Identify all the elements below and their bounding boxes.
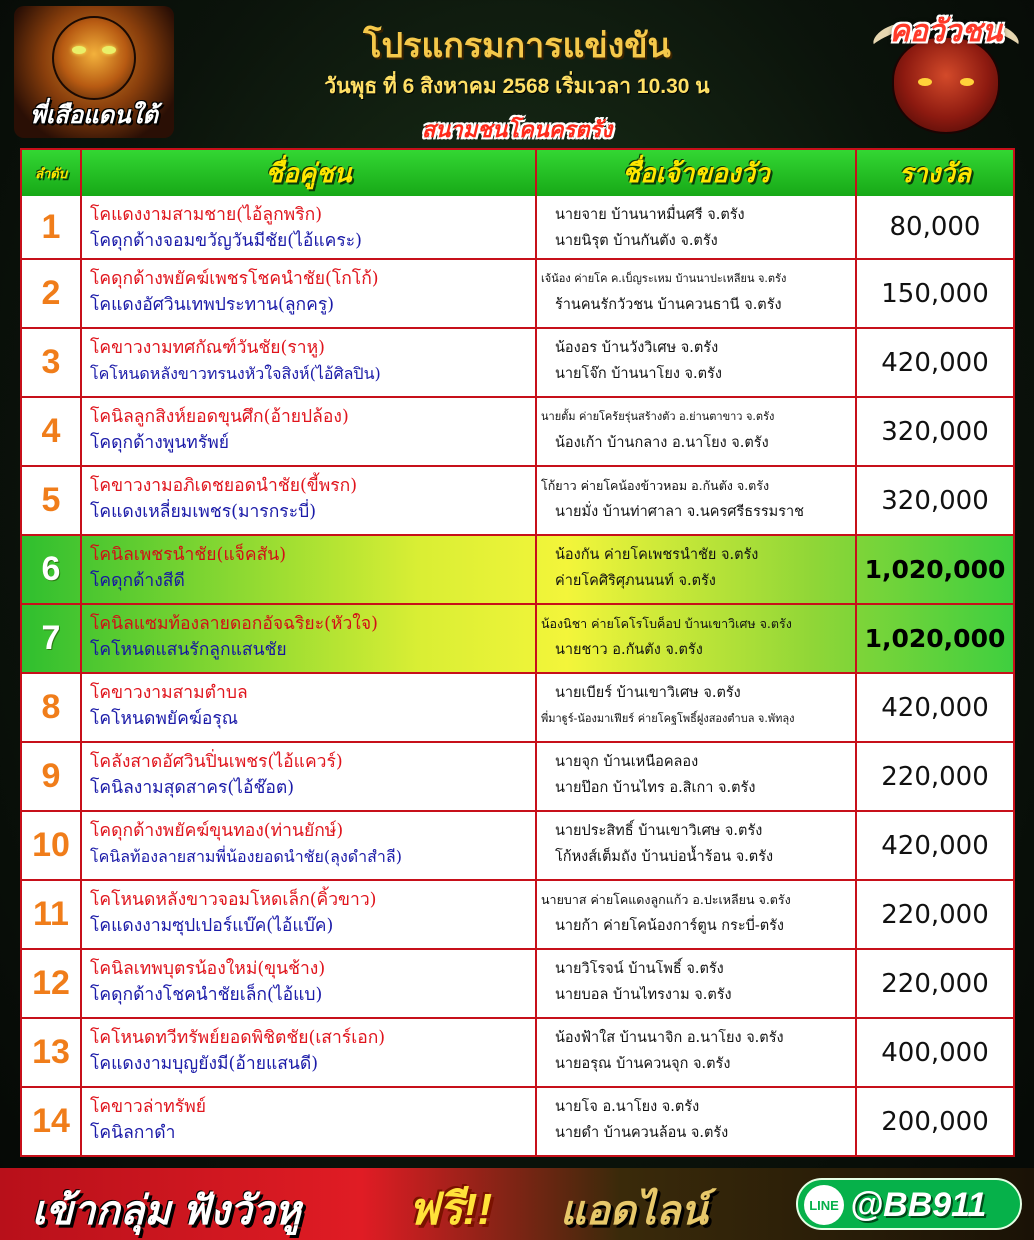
prize-amount: 400,000 [881,1037,989,1068]
bull-blue-corner: โคแดงงามบุญยังมี(อ้ายแสนดี) [90,1054,319,1074]
owner-cell [537,950,857,1017]
owner-blue-corner: ค่ายโคศิริศุภนนนท์ จ.ตรัง [555,573,716,589]
pair-cell [82,398,537,465]
owner-red-corner: นายจุก บ้านเหนือคลอง [555,754,699,770]
logo-right-text: คอวัวชน [889,15,1003,48]
pair-cell [82,196,537,258]
owner-red-corner: เจ้น้อง ค่ายโค ค.เบ็ญระเหม บ้านนาปะเหลียน จ.ตรัง [541,272,787,285]
bull-red-corner: โคขาวงามทศกัณฑ์วันชัย(ราหู) [90,338,325,358]
tiger-logo [14,6,174,138]
bull-red-corner: โคโหนดทวีทรัพย์ยอดพิชิตชัย(เสาร์เอก) [90,1028,386,1048]
match-number: 9 [22,743,82,810]
bull-blue-corner: โคดุกด้างพูนทรัพย์ [90,433,230,453]
owner-red-corner: น้องอร บ้านวังวิเศษ จ.ตรัง [555,340,719,356]
bull-red-corner: โคโหนดหลังขาวจอมโหดเล็ก(คิ้วขาว) [90,890,377,910]
table-row [20,950,1015,1019]
bull-blue-corner: โคแดงอัศวินเทพประทาน(ลูกครู) [90,295,335,315]
pair-cell [82,1088,537,1155]
table-row [20,743,1015,812]
venue-name: สนามชนโคนครตรัง [421,117,613,142]
match-number: 12 [22,950,82,1017]
bull-red-corner: โคดุกด้างพยัคฆ์ขุนทอง(ท่านยักษ์) [90,821,344,841]
match-table [20,148,1015,1157]
pair-cell [82,467,537,534]
owner-cell [537,743,857,810]
owner-red-corner: นายประสิทธิ์ บ้านเขาวิเศษ จ.ตรัง [555,823,763,839]
match-number: 5 [22,467,82,534]
prize-amount: 220,000 [881,899,989,930]
pair-cell [82,743,537,810]
match-number: 7 [22,605,82,672]
match-number: 14 [22,1088,82,1155]
table-row [20,329,1015,398]
match-number: 13 [22,1019,82,1086]
bull-blue-corner: โคนิลท้องลายสามพี่น้องยอดนำชัย(ลุงดำสำลี) [90,847,402,866]
join-group-text: เข้ากลุ่ม ฟังวัวหู [32,1189,301,1233]
owner-cell [537,536,857,603]
line-id-button[interactable] [796,1178,1022,1230]
bull-blue-corner: โคแดงงามซุปเปอร์แบ๊ค(ไอ้แบ๊ค) [90,916,334,936]
prize-amount: 200,000 [881,1106,989,1137]
bull-red-corner: โคนิลเทพบุตรน้องใหม่(ขุนช้าง) [90,959,326,979]
event-date: วันพุธ ที่ 6 สิงหาคม 2568 เริ่มเวลา 10.30 น [324,75,710,98]
owner-cell [537,467,857,534]
pair-cell [82,881,537,948]
add-line-text: แอดไลน์ [560,1189,708,1233]
free-text: ฟรี!! [408,1185,493,1234]
prize-amount: 150,000 [881,278,989,309]
bull-blue-corner: โคดุกด้างจอมขวัญวันมีชัย(ไอ้แคระ) [90,231,363,251]
match-number: 4 [22,398,82,465]
table-row [20,467,1015,536]
table-body [20,196,1015,1157]
line-id: @BB911 [850,1186,987,1224]
footer-banner [0,1168,1034,1240]
table-row [20,536,1015,605]
bull-red-corner: โคขาวล่าทรัพย์ [90,1097,206,1117]
owner-cell [537,1019,857,1086]
bull-red-corner: โคลังสาดอัศวินปิ่นเพชร(ไอ้แควร์) [90,752,343,772]
owner-red-corner: น้องฟ้าใส บ้านนาจิก อ.นาโยง จ.ตรัง [555,1030,784,1046]
owner-cell [537,674,857,741]
prize-amount: 80,000 [889,212,981,242]
prize-amount: 220,000 [881,761,989,792]
owner-blue-corner: นายบอล บ้านไทรงาม จ.ตรัง [555,987,732,1003]
owner-cell [537,812,857,879]
bull-blue-corner: โคโหนดพยัคฆ์อรุณ [90,709,238,729]
table-row [20,1019,1015,1088]
bull-blue-corner: โคแดงเหลี่ยมเพชร(มารกระบี่) [90,502,317,522]
table-row [20,196,1015,260]
table-row [20,398,1015,467]
bull-red-corner: โคแดงงามสามชาย(ไอ้ลูกพริก) [90,205,323,225]
owner-blue-corner: พี่มาฐูร์-น้องมาเฟียร์ ค่ายโคฐโพธิ์ฝูงสองตำบล จ.พัทลุง [541,712,795,725]
owner-blue-corner: น้องเก้า บ้านกลาง อ.นาโยง จ.ตรัง [555,435,769,451]
owner-blue-corner: นายชาว อ.กันตัง จ.ตรัง [555,642,703,658]
pair-cell [82,674,537,741]
table-header [20,148,1015,196]
bull-blue-corner: โคดุกด้างโชคนำชัยเล็ก(ไอ้แบ) [90,985,323,1005]
owner-cell [537,605,857,672]
owner-blue-corner: นายดำ บ้านควนล้อน จ.ตรัง [555,1125,729,1141]
owner-cell [537,881,857,948]
logo-left-text: พี่เสือแดนใต้ [30,102,158,129]
owner-red-corner: นายตั้ม ค่ายโคร้ยรุ่นสร้างตัว อ.ย่านตาขาว จ.ตรัง [541,410,775,423]
page-title: โปรแกรมการแข่งขัน [363,27,671,65]
prize-amount: 320,000 [881,485,989,516]
table-row [20,260,1015,329]
match-number: 1 [22,196,82,258]
table-row [20,605,1015,674]
header-owner: ชื่อเจ้าของวัว [537,150,857,196]
match-number: 3 [22,329,82,396]
owner-red-corner: นายบาส ค่ายโคแดงลูกแก้ว อ.ปะเหลียน จ.ตรัง [541,892,791,907]
owner-red-corner: น้องกัน ค่ายโคเพชรนำชัย จ.ตรัง [555,547,759,563]
owner-blue-corner: โก้หงส์เต็มถัง บ้านบ่อน้ำร้อน จ.ตรัง [555,849,774,865]
pair-cell [82,329,537,396]
pair-cell [82,812,537,879]
header [0,0,1034,148]
owner-cell [537,398,857,465]
owner-red-corner: นายวิโรจน์ บ้านโพธิ์ จ.ตรัง [555,961,724,977]
match-number: 2 [22,260,82,327]
line-icon: LINE [804,1185,844,1225]
owner-red-corner: นายเบียร์ บ้านเขาวิเศษ จ.ตรัง [555,685,741,701]
pair-cell [82,260,537,327]
header-prize: รางวัล [899,157,971,188]
owner-cell [537,329,857,396]
owner-red-corner: โก้ยาว ค่ายโคน้องข้าวหอม อ.กันตัง จ.ตรัง [541,478,770,493]
table-row [20,1088,1015,1157]
bull-red-corner: โคขาวงามอภิเดชยอดนำชัย(ขี้พรก) [90,476,358,496]
bull-red-corner: โคขาวงามสามตำบล [90,683,248,703]
tiger-face-icon [52,16,136,100]
bull-blue-corner: โคโหนดแสนรักลูกแสนชัย [90,640,287,660]
match-number: 8 [22,674,82,741]
owner-blue-corner: นายโจ๊ก บ้านนาโยง จ.ตรัง [555,366,722,382]
match-number: 11 [22,881,82,948]
table-row [20,812,1015,881]
pair-cell [82,536,537,603]
pair-cell [82,950,537,1017]
bull-red-corner: โคดุกด้างพยัคฆ์เพชรโชคนำชัย(โกโก้) [90,269,379,289]
owner-blue-corner: นายมั่ง บ้านท่าศาลา จ.นครศรีธรรมราช [555,504,804,520]
bull-red-corner: โคนิลลูกสิงห์ยอดขุนศึก(อ้ายปล้อง) [90,407,349,427]
owner-cell [537,196,857,258]
header-pair: ชื่อคู่ชน [82,150,537,196]
bull-blue-corner: โคดุกด้างสีดี [90,571,185,591]
table-row [20,674,1015,743]
bull-blue-corner: โคโหนดหลังขาวทรนงหัวใจสิงห์(ไอ้ศิลปิน) [90,364,381,383]
owner-blue-corner: นายอรุณ บ้านควนจุก จ.ตรัง [555,1056,731,1072]
owner-blue-corner: ร้านคนรักวัวชน บ้านควนธานี จ.ตรัง [555,297,782,313]
bull-blue-corner: โคนิลงามสุดสาคร(ไอ้ช๊อต) [90,778,295,798]
bull-red-corner: โคนิลแซมท้องลายดอกอัจฉริยะ(หัวใจ) [90,614,378,634]
pair-cell [82,605,537,672]
owner-blue-corner: นายป๊อก บ้านไทร อ.สิเกา จ.ตรัง [555,780,756,796]
owner-blue-corner: นายก้า ค่ายโคน้องการ์ตูน กระบี่-ตรัง [555,918,784,934]
owner-red-corner: น้องนิชา ค่ายโคโรโบค็อป บ้านเขาวิเศษ จ.ตรัง [541,616,792,631]
bull-blue-corner: โคนิลกาดำ [90,1123,176,1143]
prize-amount: 420,000 [881,692,989,723]
owner-red-corner: นายจาย บ้านนาหมื่นศรี จ.ตรัง [555,207,745,223]
prize-amount: 420,000 [881,347,989,378]
owner-cell [537,1088,857,1155]
match-number: 10 [22,812,82,879]
bull-logo [870,4,1022,140]
prize-amount: 420,000 [881,830,989,861]
owner-blue-corner: นายนิรุต บ้านกันตัง จ.ตรัง [555,233,718,249]
prize-amount: 1,020,000 [864,555,1006,584]
table-row [20,881,1015,950]
owner-red-corner: นายโจ อ.นาโยง จ.ตรัง [555,1099,700,1115]
bull-red-corner: โคนิลเพชรนำชัย(แจ็คสัน) [90,545,287,565]
prize-amount: 320,000 [881,416,989,447]
match-number: 6 [22,536,82,603]
prize-amount: 1,020,000 [864,624,1006,653]
owner-cell [537,260,857,327]
prize-amount: 220,000 [881,968,989,999]
pair-cell [82,1019,537,1086]
header-no: ลำดับ [22,150,82,196]
